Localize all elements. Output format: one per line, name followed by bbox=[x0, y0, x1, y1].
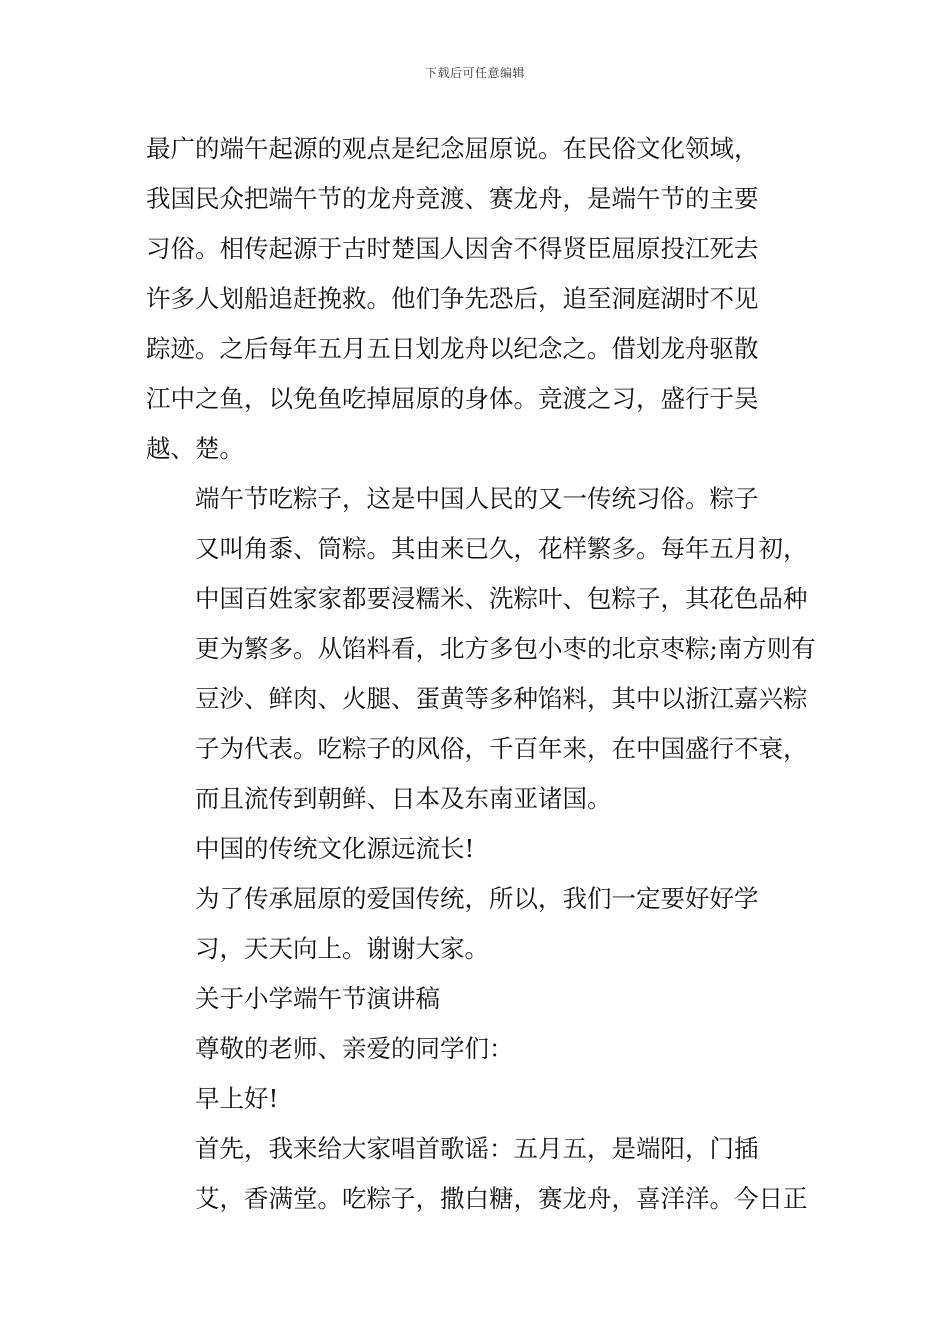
paragraph-zongzi bbox=[146, 474, 816, 824]
salutation bbox=[146, 1024, 810, 1074]
document-body bbox=[146, 124, 816, 1224]
text-line: 越、楚。 bbox=[146, 434, 244, 463]
text-line: 我国民众把端午节的龙舟竞渡、赛龙舟，是端午节的主要 bbox=[146, 184, 759, 213]
text-line: 中国百姓家家都要浸糯米、洗粽叶、包粽子，其花色品种 bbox=[195, 584, 808, 613]
text-line: 关于小学端午节演讲稿 bbox=[195, 984, 440, 1013]
page-header: 下载后可任意编辑 bbox=[424, 66, 525, 80]
text-line: 最广的端午起源的观点是纪念屈原说。在民俗文化领域， bbox=[146, 134, 759, 163]
text-line: 许多人划船追赶挽救。他们争先恐后，追至洞庭湖时不见 bbox=[146, 284, 759, 313]
paragraph-origin bbox=[146, 124, 810, 474]
text-line: 中国的传统文化源远流长! bbox=[195, 834, 475, 863]
text-line: 早上好! bbox=[195, 1084, 279, 1113]
text-line: 为了传承屈原的爱国传统，所以，我们一定要好好学 bbox=[195, 884, 759, 913]
text-line: 豆沙、鲜肉、火腿、蛋黄等多种馅料，其中以浙江嘉兴粽 bbox=[195, 684, 808, 713]
paragraph-song bbox=[146, 1124, 810, 1224]
greeting bbox=[146, 1074, 810, 1124]
text-line: 尊敬的老师、亲爱的同学们： bbox=[195, 1034, 514, 1063]
paragraph-closing bbox=[146, 874, 810, 974]
paragraph-culture bbox=[146, 824, 810, 874]
text-line: 习俗。相传起源于古时楚国人因舍不得贤臣屈原投江死去 bbox=[146, 234, 759, 263]
text-line: 首先，我来给大家唱首歌谣：五月五，是端阳，门插 bbox=[195, 1134, 759, 1163]
text-line: 习，天天向上。谢谢大家。 bbox=[195, 934, 489, 963]
text-line: 又叫角黍、筒粽。其由来已久，花样繁多。每年五月初， bbox=[195, 534, 808, 563]
text-line: 江中之鱼，以免鱼吃掉屈原的身体。竞渡之习，盛行于吴 bbox=[146, 384, 759, 413]
text-line: 艾，香满堂。吃粽子，撒白糖，赛龙舟，喜洋洋。今日正 bbox=[195, 1184, 808, 1213]
text-line: 踪迹。之后每年五月五日划龙舟以纪念之。借划龙舟驱散 bbox=[146, 334, 759, 363]
text-line: 子为代表。吃粽子的风俗，千百年来，在中国盛行不衰， bbox=[195, 734, 808, 763]
section-title bbox=[146, 974, 810, 1024]
text-line: 而且流传到朝鲜、日本及东南亚诸国。 bbox=[195, 784, 612, 813]
text-line: 更为繁多。从馅料看，北方多包小枣的北京枣粽;南方则有 bbox=[195, 634, 816, 663]
text-line: 端午节吃粽子，这是中国人民的又一传统习俗。粽子 bbox=[195, 484, 759, 513]
